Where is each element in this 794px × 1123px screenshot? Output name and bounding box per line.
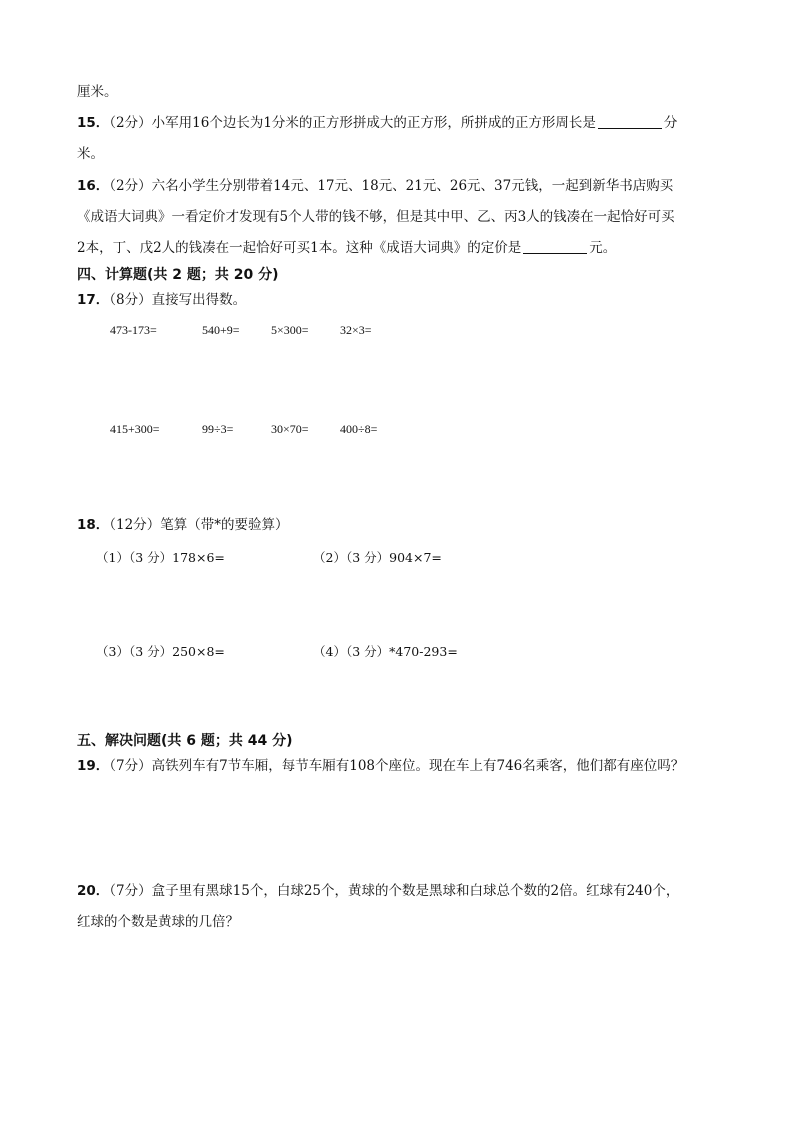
question-score: （12分） <box>109 517 161 533</box>
question-15-cont: 米。 <box>77 146 104 162</box>
question-18 <box>77 515 288 535</box>
question-text-unit: 元。 <box>589 240 617 256</box>
answer-blank <box>598 114 662 129</box>
answer-blank <box>523 239 587 254</box>
question-text: 六名小学生分别带着14元、17元、18元、21元、26元、37元钱，一起到新华书店购买 <box>151 178 674 194</box>
calc-item: 400÷8= <box>340 422 378 436</box>
calc-item: 473-173= <box>110 323 157 337</box>
section-4-heading: 四、计算题(共 2 题；共 20 分) <box>77 267 279 283</box>
question-number: 17． <box>77 292 110 308</box>
question-16-line3 <box>77 238 616 258</box>
question-text: 小军用16个边长为1分米的正方形拼成大的正方形，所拼成的正方形周长是 <box>151 115 596 131</box>
question-score: （7分） <box>109 883 152 899</box>
question-score: （2分） <box>109 115 152 131</box>
sub-question: （3）（3 分）250×8= <box>96 644 225 659</box>
question-text: 盒子里有黑球15个，白球25个，黄球的个数是黑球和白球总个数的2倍。红球有240个， <box>151 883 680 899</box>
question-text-unit: 分 <box>663 115 678 131</box>
calc-item: 415+300= <box>110 422 160 436</box>
calc-item: 30×70= <box>271 422 309 436</box>
question-score: （8分） <box>109 292 152 308</box>
question-16 <box>77 176 673 196</box>
question-16-line2: 《成语大词典》一看定价才发现有5个人带的钱不够，但是其中甲、乙、丙3人的钱凑在一起恰好可买 <box>77 209 675 225</box>
q14-tail: 厘米。 <box>77 84 118 100</box>
sub-question: （2）（3 分）904×7= <box>313 550 442 565</box>
sub-question: （1）（3 分）178×6= <box>96 550 225 565</box>
question-20-line2: 红球的个数是黄球的几倍？ <box>77 914 239 930</box>
question-text: 笔算（带*的要验算） <box>160 517 289 533</box>
question-score: （7分） <box>109 758 152 774</box>
question-number: 15． <box>77 115 110 131</box>
question-number: 18． <box>77 517 110 533</box>
question-number: 16． <box>77 178 110 194</box>
sub-question: （4）（3 分）*470-293= <box>313 644 458 659</box>
question-15 <box>77 113 677 133</box>
calc-item: 540+9= <box>202 323 240 337</box>
question-number: 20． <box>77 883 110 899</box>
question-score: （2分） <box>109 178 152 194</box>
question-20 <box>77 881 679 901</box>
question-text: 2本，丁、戊2人的钱凑在一起恰好可买1本。这种《成语大词典》的定价是 <box>77 240 522 256</box>
calc-item: 99÷3= <box>202 422 234 436</box>
question-17 <box>77 290 246 310</box>
question-text: 直接写出得数。 <box>151 292 247 308</box>
calc-item: 32×3= <box>340 323 372 337</box>
calc-item: 5×300= <box>271 323 309 337</box>
section-5-heading: 五、解决问题(共 6 题；共 44 分) <box>77 733 293 749</box>
question-number: 19． <box>77 758 110 774</box>
question-text: 高铁列车有7节车厢，每节车厢有108个座位。现在车上有746名乘客，他们都有座位吗？ <box>151 758 685 774</box>
question-19 <box>77 756 684 776</box>
